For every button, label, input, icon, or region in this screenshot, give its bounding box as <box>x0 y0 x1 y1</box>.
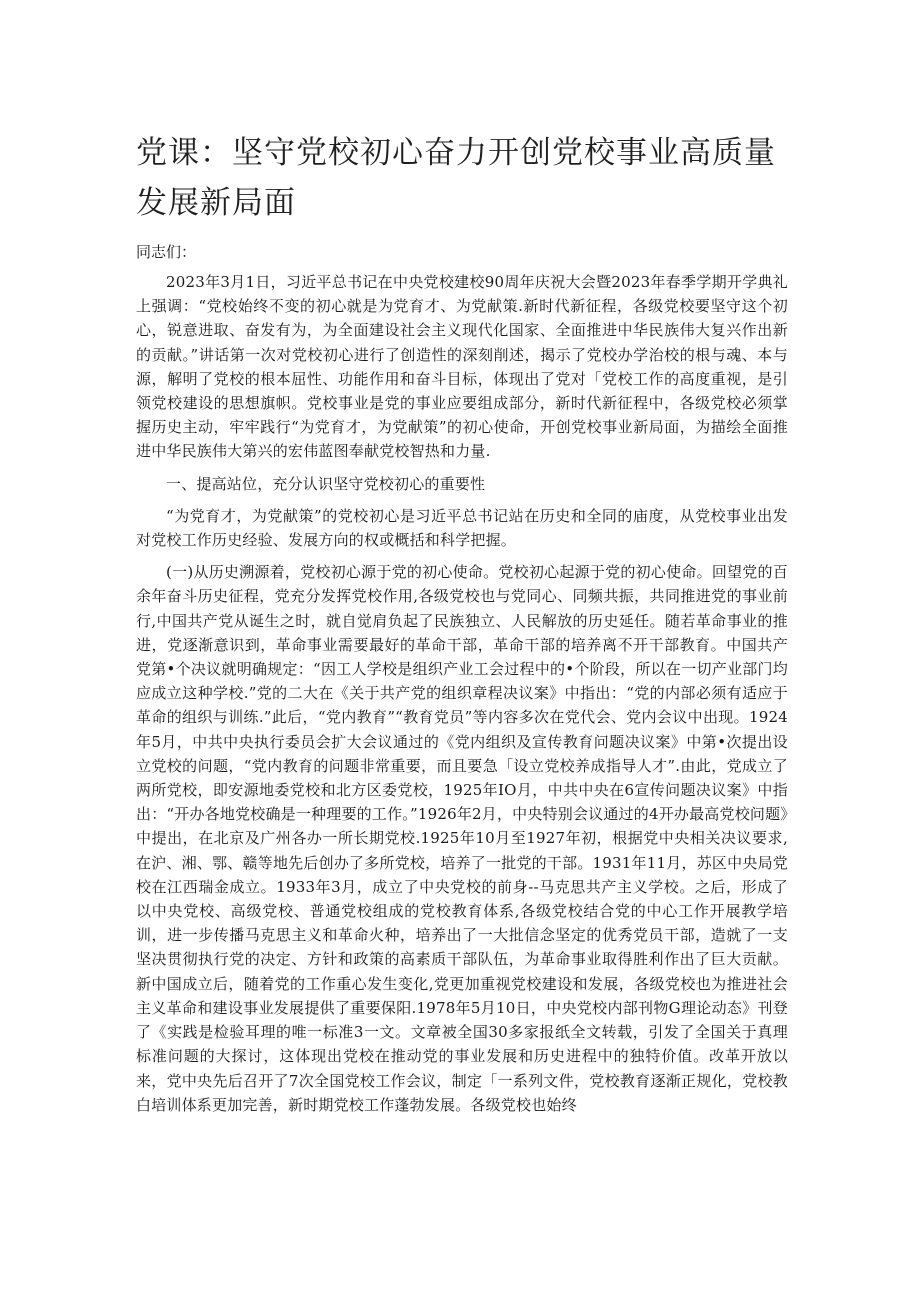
intro-paragraph: 2023年3月1日，习近平总书记在中央党校建校90周年庆祝大会暨2023年春季学期开学典礼上强调：“党校始终不变的初心就是为党育才、为党献策.新时代新征程，各级党校要坚守这个初心，锐意进取、奋发有为，为全面建设社会主义现代化国家、全面推进中华民族伟大复兴作出新的贡献。”讲话第一次对党校初心进行了创造性的深刻削述，揭示了党校办学治校的根与魂、本与源，解明了党校的根本屈性、功能作用和奋斗目标，体现出了党对「党校工作的高度重视，是引领党校建设的思想旗帜。党校事业是党的事业应要组成部分，新时代新征程中，各级党校必须掌握历史主动，牢牢践行“为党育才，为党献策”的初心使命，开创党校事业新局面，为描绘全面推进中华民族伟大第兴的宏伟蓝图奉献党校智热和力量. <box>136 273 788 461</box>
document-title: 党课：坚守党校初心奋力开创党校事业高质量发展新局面 <box>136 135 776 221</box>
salutation: 同志们： <box>136 243 197 261</box>
section-heading: 一、提高站位，充分认识坚守党校初心的重要性 <box>166 474 486 493</box>
history-paragraph: (一)从历史溯源着，党校初心源于党的初心使命。党校初心起源于党的初心使命。回望党的百余年奋斗历史征程，党充分发挥党校作用,各级党校也与党同心、同频共振，共同推进党的事业前行,中国共产党从诞生之时，就自觉肩负起了民族独立、人民解放的历史延任。随若革命事业的推进，党逐渐意识到，革命事业需要最好的革命干部，革命干部的培养离不开干部教育。中国共产党第•个决议就明确规定：“因工人学校是组织产业工会过程中的•个阶段，所以在一切产业部门均应成立这种学校.”党的二大在《关于共产党的组织章程决议案》中指出：“党的内部必须有适应于革命的组织与训练.”此后，“党内教育”“教育党员”等内容多次在党代会、党内会议中出现。1924年5月，中共中央执行委员会扩大会议通过的《党内组织及宣传教育问题决议案》中第•次提出设立党校的问题，“党内教育的问题非常重要，而且要急「设立党校养成指导人才”.由此，党成立了两所党校，即安源地委党校和北方区委党校，1925年IO月，中共中央在6宣传问题决议案》中指出：“开办各地党校确是一种理要的工作。”1926年2月，中央特别会议通过的4开办最高党校问题》中提出，在北京及广州各办一所长期党校.1925年10月至1927年初，根据党中央相关决议要求,在沪、湘、鄂、赣等地先后创办了多所党校，培养了一批党的干部。1931年11月，苏区中央局党校在江西瑞金成立。1933年3月，成立了中央党校的前身--马克思共产主义学校。之后，形成了以中央党校、高级党校、普通党校组成的党校教育体系,各级党校结合党的中心工作开展教学培训，进一步传播马克思主义和革命火种，培养出了一大批信念坚定的优秀党员干部，造就了一支坚决贯彻执行党的决定、方针和政策的高素质干部队伍，为革命事业取得胜利作出了巨大贡献。新中国成立后，随着党的工作重心发生变化,党更加重视党校建设和发展，各级党校也为推进社会主义革命和建设事业发展提供了重要保阳.1978年5月10日，中央党校内部刊物G理论动态》刊登了《实践是检验耳理的唯一标准3一文。文章被全国30多家报纸全文转载，引发了全国关于真理标准问题的大探讨，这体现出党校在推动党的事业发展和历史进程中的独特价值。改革开放以来，党中央先后召开了7次全国党校工作会议，制定「一系列文件，党校教育逐渐正规化，党校教白培训体系更加完善，新时期党校工作蓬勃发展。各级党校也始终 <box>136 563 789 1114</box>
section-summary-paragraph: “为党育才，为党献策”的党校初心是习近平总书记站在历史和全同的庙度，从党校事业出发对党校工作历史经验、发展方向的权或概括和科学把握。 <box>136 506 788 550</box>
document-body <box>136 270 788 1125</box>
